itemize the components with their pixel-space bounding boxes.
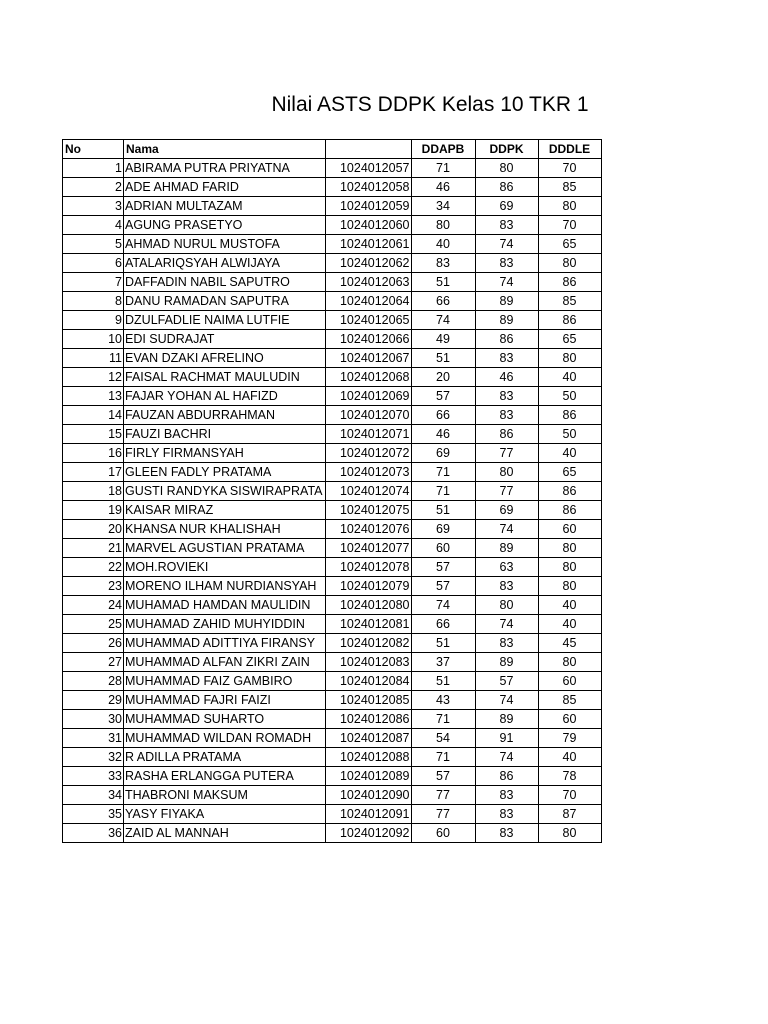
cell-ddapb: 57 xyxy=(411,577,475,596)
table-row xyxy=(63,349,602,368)
table-row xyxy=(63,805,602,824)
cell-ddpk: 83 xyxy=(475,254,538,273)
cell-dddle: 70 xyxy=(538,786,601,805)
table-row xyxy=(63,425,602,444)
cell-nama: DANU RAMADAN SAPUTRA xyxy=(124,292,326,311)
cell-no: 36 xyxy=(63,824,124,843)
cell-no: 32 xyxy=(63,748,124,767)
cell-dddle: 80 xyxy=(538,653,601,672)
cell-nama: FAISAL RACHMAT MAULUDIN xyxy=(124,368,326,387)
cell-ddapb: 69 xyxy=(411,520,475,539)
cell-nama: FAJAR YOHAN AL HAFIZD xyxy=(124,387,326,406)
cell-ddpk: 83 xyxy=(475,406,538,425)
cell-no: 10 xyxy=(63,330,124,349)
cell-no: 6 xyxy=(63,254,124,273)
cell-no: 13 xyxy=(63,387,124,406)
header-ddpk: DDPK xyxy=(475,140,538,159)
table-row xyxy=(63,577,602,596)
cell-nis: 1024012080 xyxy=(325,596,411,615)
cell-nis: 1024012091 xyxy=(325,805,411,824)
cell-no: 2 xyxy=(63,178,124,197)
cell-nis: 1024012073 xyxy=(325,463,411,482)
table-row xyxy=(63,520,602,539)
cell-nama: DZULFADLIE NAIMA LUTFIE xyxy=(124,311,326,330)
cell-ddapb: 60 xyxy=(411,824,475,843)
cell-ddpk: 57 xyxy=(475,672,538,691)
cell-no: 11 xyxy=(63,349,124,368)
cell-ddapb: 77 xyxy=(411,786,475,805)
table-row xyxy=(63,596,602,615)
cell-ddapb: 74 xyxy=(411,311,475,330)
cell-no: 25 xyxy=(63,615,124,634)
cell-ddapb: 57 xyxy=(411,767,475,786)
cell-no: 4 xyxy=(63,216,124,235)
cell-ddpk: 80 xyxy=(475,596,538,615)
cell-ddapb: 71 xyxy=(411,748,475,767)
cell-nama: AGUNG PRASETYO xyxy=(124,216,326,235)
cell-ddpk: 86 xyxy=(475,425,538,444)
cell-dddle: 80 xyxy=(538,824,601,843)
cell-ddpk: 74 xyxy=(475,273,538,292)
cell-nama: AHMAD NURUL MUSTOFA xyxy=(124,235,326,254)
cell-ddapb: 51 xyxy=(411,672,475,691)
table-row xyxy=(63,786,602,805)
cell-dddle: 86 xyxy=(538,501,601,520)
cell-dddle: 79 xyxy=(538,729,601,748)
cell-dddle: 80 xyxy=(538,197,601,216)
cell-nis: 1024012083 xyxy=(325,653,411,672)
cell-ddpk: 83 xyxy=(475,824,538,843)
table-row xyxy=(63,653,602,672)
cell-no: 9 xyxy=(63,311,124,330)
cell-dddle: 40 xyxy=(538,748,601,767)
cell-nis: 1024012084 xyxy=(325,672,411,691)
cell-nis: 1024012078 xyxy=(325,558,411,577)
cell-dddle: 86 xyxy=(538,406,601,425)
cell-ddpk: 69 xyxy=(475,501,538,520)
cell-ddpk: 89 xyxy=(475,653,538,672)
cell-ddapb: 37 xyxy=(411,653,475,672)
table-row xyxy=(63,767,602,786)
table-row xyxy=(63,330,602,349)
cell-nama: MUHAMMAD FAIZ GAMBIRO xyxy=(124,672,326,691)
cell-no: 26 xyxy=(63,634,124,653)
table-row xyxy=(63,501,602,520)
cell-ddpk: 69 xyxy=(475,197,538,216)
cell-nis: 1024012057 xyxy=(325,159,411,178)
cell-nama: MOH.ROVIEKI xyxy=(124,558,326,577)
cell-no: 8 xyxy=(63,292,124,311)
table-row xyxy=(63,311,602,330)
cell-no: 22 xyxy=(63,558,124,577)
cell-no: 23 xyxy=(63,577,124,596)
cell-dddle: 85 xyxy=(538,691,601,710)
cell-ddpk: 77 xyxy=(475,444,538,463)
cell-dddle: 80 xyxy=(538,539,601,558)
cell-dddle: 86 xyxy=(538,311,601,330)
cell-dddle: 87 xyxy=(538,805,601,824)
cell-ddpk: 86 xyxy=(475,178,538,197)
cell-nis: 1024012059 xyxy=(325,197,411,216)
cell-nama: ATALARIQSYAH ALWIJAYA xyxy=(124,254,326,273)
cell-ddapb: 83 xyxy=(411,254,475,273)
cell-nis: 1024012076 xyxy=(325,520,411,539)
table-row xyxy=(63,672,602,691)
cell-no: 16 xyxy=(63,444,124,463)
table-row xyxy=(63,710,602,729)
cell-nis: 1024012069 xyxy=(325,387,411,406)
cell-dddle: 78 xyxy=(538,767,601,786)
cell-nis: 1024012092 xyxy=(325,824,411,843)
cell-dddle: 86 xyxy=(538,273,601,292)
cell-ddpk: 86 xyxy=(475,330,538,349)
cell-ddpk: 83 xyxy=(475,387,538,406)
cell-dddle: 40 xyxy=(538,444,601,463)
cell-nama: MUHAMMAD SUHARTO xyxy=(124,710,326,729)
cell-ddapb: 46 xyxy=(411,178,475,197)
cell-nis: 1024012087 xyxy=(325,729,411,748)
cell-nama: ADRIAN MULTAZAM xyxy=(124,197,326,216)
cell-dddle: 80 xyxy=(538,254,601,273)
cell-ddpk: 89 xyxy=(475,311,538,330)
cell-nama: EVAN DZAKI AFRELINO xyxy=(124,349,326,368)
cell-nis: 1024012064 xyxy=(325,292,411,311)
cell-ddapb: 66 xyxy=(411,406,475,425)
cell-nis: 1024012061 xyxy=(325,235,411,254)
cell-ddpk: 74 xyxy=(475,615,538,634)
cell-nama: YASY FIYAKA xyxy=(124,805,326,824)
cell-nis: 1024012088 xyxy=(325,748,411,767)
cell-nis: 1024012081 xyxy=(325,615,411,634)
cell-nama: MUHAMMAD ALFAN ZIKRI ZAIN xyxy=(124,653,326,672)
cell-ddapb: 46 xyxy=(411,425,475,444)
table-row xyxy=(63,368,602,387)
cell-ddpk: 74 xyxy=(475,691,538,710)
cell-nama: FIRLY FIRMANSYAH xyxy=(124,444,326,463)
table-row xyxy=(63,292,602,311)
table-row xyxy=(63,197,602,216)
cell-nis: 1024012082 xyxy=(325,634,411,653)
cell-nis: 1024012089 xyxy=(325,767,411,786)
cell-dddle: 85 xyxy=(538,292,601,311)
cell-ddapb: 71 xyxy=(411,482,475,501)
cell-no: 14 xyxy=(63,406,124,425)
cell-dddle: 86 xyxy=(538,482,601,501)
cell-ddapb: 60 xyxy=(411,539,475,558)
cell-nama: ZAID AL MANNAH xyxy=(124,824,326,843)
header-nama: Nama xyxy=(124,140,326,159)
cell-ddapb: 20 xyxy=(411,368,475,387)
cell-nama: MUHAMMAD WILDAN ROMADH xyxy=(124,729,326,748)
cell-nama: GLEEN FADLY PRATAMA xyxy=(124,463,326,482)
cell-ddapb: 57 xyxy=(411,387,475,406)
cell-ddapb: 66 xyxy=(411,292,475,311)
cell-nis: 1024012072 xyxy=(325,444,411,463)
cell-no: 30 xyxy=(63,710,124,729)
cell-no: 17 xyxy=(63,463,124,482)
cell-nama: ABIRAMA PUTRA PRIYATNA xyxy=(124,159,326,178)
cell-nis: 1024012079 xyxy=(325,577,411,596)
cell-no: 18 xyxy=(63,482,124,501)
table-row xyxy=(63,482,602,501)
cell-nama: MUHAMAD HAMDAN MAULIDIN xyxy=(124,596,326,615)
cell-ddpk: 83 xyxy=(475,216,538,235)
header-no: No xyxy=(63,140,124,159)
header-nis xyxy=(325,140,411,159)
cell-nis: 1024012090 xyxy=(325,786,411,805)
cell-no: 28 xyxy=(63,672,124,691)
cell-ddapb: 57 xyxy=(411,558,475,577)
cell-dddle: 65 xyxy=(538,463,601,482)
cell-ddpk: 83 xyxy=(475,577,538,596)
cell-nama: FAUZAN ABDURRAHMAN xyxy=(124,406,326,425)
cell-ddapb: 69 xyxy=(411,444,475,463)
cell-nis: 1024012085 xyxy=(325,691,411,710)
cell-ddpk: 89 xyxy=(475,292,538,311)
cell-ddapb: 34 xyxy=(411,197,475,216)
cell-ddapb: 54 xyxy=(411,729,475,748)
cell-no: 35 xyxy=(63,805,124,824)
cell-ddpk: 80 xyxy=(475,159,538,178)
table-row xyxy=(63,824,602,843)
table-row xyxy=(63,178,602,197)
table-header xyxy=(63,140,602,159)
table-row xyxy=(63,615,602,634)
cell-dddle: 70 xyxy=(538,216,601,235)
cell-ddapb: 71 xyxy=(411,463,475,482)
cell-nama: DAFFADIN NABIL SAPUTRO xyxy=(124,273,326,292)
page-title: Nilai ASTS DDPK Kelas 10 TKR 1 xyxy=(271,93,589,116)
cell-nama: RASHA ERLANGGA PUTERA xyxy=(124,767,326,786)
cell-ddpk: 46 xyxy=(475,368,538,387)
cell-ddapb: 51 xyxy=(411,501,475,520)
table-row xyxy=(63,539,602,558)
cell-no: 27 xyxy=(63,653,124,672)
table-row xyxy=(63,254,602,273)
cell-nama: KAISAR MIRAZ xyxy=(124,501,326,520)
cell-ddpk: 89 xyxy=(475,539,538,558)
cell-nis: 1024012066 xyxy=(325,330,411,349)
cell-nis: 1024012065 xyxy=(325,311,411,330)
cell-ddapb: 40 xyxy=(411,235,475,254)
table-row xyxy=(63,444,602,463)
cell-ddapb: 71 xyxy=(411,710,475,729)
header-dddle: DDDLE xyxy=(538,140,601,159)
cell-nama: MUHAMAD ZAHID MUHYIDDIN xyxy=(124,615,326,634)
cell-nis: 1024012071 xyxy=(325,425,411,444)
cell-nis: 1024012075 xyxy=(325,501,411,520)
cell-no: 34 xyxy=(63,786,124,805)
cell-nama: MUHAMMAD ADITTIYA FIRANSY xyxy=(124,634,326,653)
table-row xyxy=(63,463,602,482)
cell-nama: THABRONI MAKSUM xyxy=(124,786,326,805)
cell-ddapb: 77 xyxy=(411,805,475,824)
table-row xyxy=(63,159,602,178)
cell-dddle: 80 xyxy=(538,349,601,368)
cell-ddpk: 89 xyxy=(475,710,538,729)
table-row xyxy=(63,729,602,748)
cell-ddapb: 80 xyxy=(411,216,475,235)
cell-ddpk: 74 xyxy=(475,520,538,539)
cell-nis: 1024012074 xyxy=(325,482,411,501)
cell-dddle: 80 xyxy=(538,577,601,596)
cell-nama: R ADILLA PRATAMA xyxy=(124,748,326,767)
table-row xyxy=(63,634,602,653)
cell-nis: 1024012067 xyxy=(325,349,411,368)
cell-ddpk: 63 xyxy=(475,558,538,577)
cell-nis: 1024012086 xyxy=(325,710,411,729)
cell-nis: 1024012058 xyxy=(325,178,411,197)
cell-ddpk: 83 xyxy=(475,786,538,805)
cell-no: 31 xyxy=(63,729,124,748)
cell-ddpk: 77 xyxy=(475,482,538,501)
cell-dddle: 60 xyxy=(538,672,601,691)
table-row xyxy=(63,273,602,292)
cell-nis: 1024012068 xyxy=(325,368,411,387)
cell-ddpk: 74 xyxy=(475,235,538,254)
cell-dddle: 50 xyxy=(538,425,601,444)
table-row xyxy=(63,748,602,767)
cell-dddle: 80 xyxy=(538,558,601,577)
cell-nama: GUSTI RANDYKA SISWIRAPRATA xyxy=(124,482,326,501)
cell-ddapb: 43 xyxy=(411,691,475,710)
cell-dddle: 65 xyxy=(538,330,601,349)
cell-ddapb: 51 xyxy=(411,634,475,653)
cell-nama: MUHAMMAD FAJRI FAIZI xyxy=(124,691,326,710)
header-row xyxy=(63,140,602,159)
cell-nis: 1024012060 xyxy=(325,216,411,235)
cell-no: 24 xyxy=(63,596,124,615)
cell-no: 5 xyxy=(63,235,124,254)
cell-no: 29 xyxy=(63,691,124,710)
cell-ddpk: 83 xyxy=(475,805,538,824)
cell-ddapb: 49 xyxy=(411,330,475,349)
cell-nis: 1024012070 xyxy=(325,406,411,425)
cell-ddapb: 51 xyxy=(411,273,475,292)
cell-no: 21 xyxy=(63,539,124,558)
cell-nama: KHANSA NUR KHALISHAH xyxy=(124,520,326,539)
cell-no: 12 xyxy=(63,368,124,387)
cell-no: 15 xyxy=(63,425,124,444)
cell-dddle: 40 xyxy=(538,615,601,634)
cell-nama: EDI SUDRAJAT xyxy=(124,330,326,349)
cell-dddle: 70 xyxy=(538,159,601,178)
cell-dddle: 85 xyxy=(538,178,601,197)
cell-dddle: 40 xyxy=(538,596,601,615)
header-ddapb: DDAPB xyxy=(411,140,475,159)
cell-nama: ADE AHMAD FARID xyxy=(124,178,326,197)
cell-ddpk: 80 xyxy=(475,463,538,482)
cell-no: 3 xyxy=(63,197,124,216)
cell-nis: 1024012063 xyxy=(325,273,411,292)
cell-ddpk: 83 xyxy=(475,634,538,653)
cell-ddapb: 74 xyxy=(411,596,475,615)
cell-nis: 1024012062 xyxy=(325,254,411,273)
cell-nis: 1024012077 xyxy=(325,539,411,558)
cell-ddpk: 83 xyxy=(475,349,538,368)
cell-dddle: 40 xyxy=(538,368,601,387)
cell-nama: MARVEL AGUSTIAN PRATAMA xyxy=(124,539,326,558)
cell-dddle: 45 xyxy=(538,634,601,653)
cell-no: 1 xyxy=(63,159,124,178)
cell-no: 33 xyxy=(63,767,124,786)
cell-no: 20 xyxy=(63,520,124,539)
cell-ddapb: 71 xyxy=(411,159,475,178)
cell-ddpk: 86 xyxy=(475,767,538,786)
cell-dddle: 60 xyxy=(538,710,601,729)
cell-ddapb: 66 xyxy=(411,615,475,634)
cell-nama: FAUZI BACHRI xyxy=(124,425,326,444)
cell-no: 19 xyxy=(63,501,124,520)
table-body xyxy=(63,159,602,843)
cell-ddpk: 91 xyxy=(475,729,538,748)
table-row xyxy=(63,387,602,406)
cell-ddapb: 51 xyxy=(411,349,475,368)
cell-dddle: 65 xyxy=(538,235,601,254)
table-row xyxy=(63,216,602,235)
table-row xyxy=(63,235,602,254)
grade-table xyxy=(62,139,602,843)
table-row xyxy=(63,691,602,710)
table-row xyxy=(63,558,602,577)
cell-dddle: 50 xyxy=(538,387,601,406)
cell-no: 7 xyxy=(63,273,124,292)
cell-ddpk: 74 xyxy=(475,748,538,767)
table-row xyxy=(63,406,602,425)
cell-dddle: 60 xyxy=(538,520,601,539)
cell-nama: MORENO ILHAM NURDIANSYAH xyxy=(124,577,326,596)
